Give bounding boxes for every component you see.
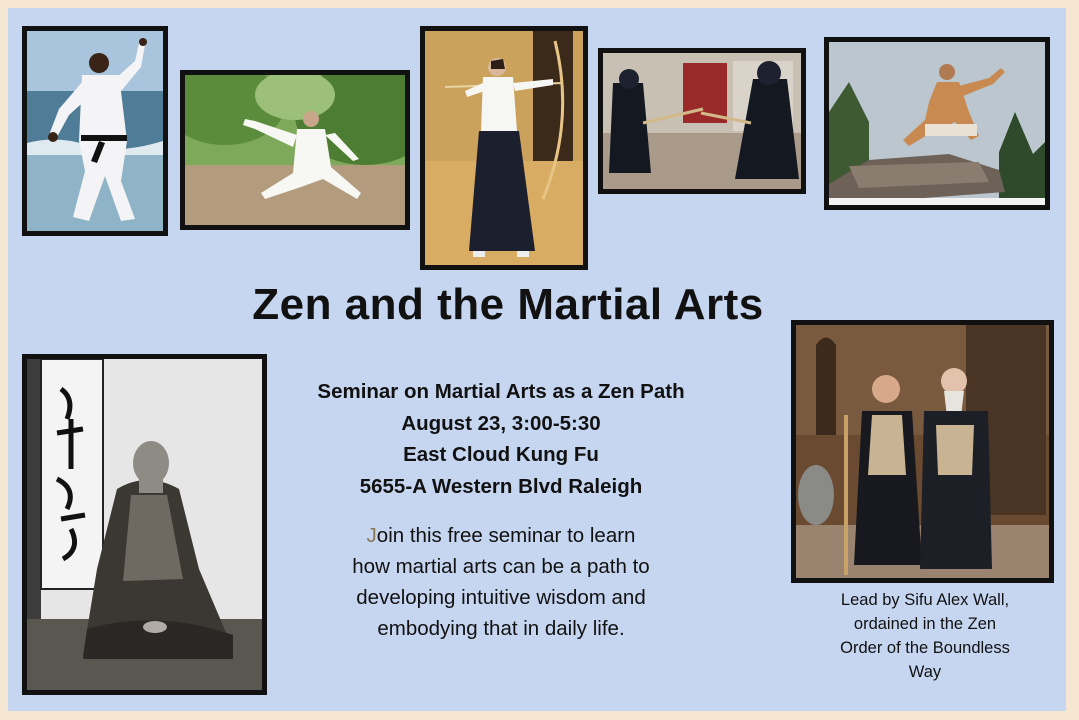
kung-fu-rock-photo [824,37,1050,210]
seminar-date-time: August 23, 3:00-5:30 [401,411,601,435]
description-line-2: how martial arts can be a path to [352,555,650,578]
caption-line-1: Lead by Sifu Alex Wall, [840,591,1010,609]
sifu-alex-wall-photo [791,320,1054,583]
caption-line-3: Order of the Boundless [840,639,1010,657]
poster-title: Zen and the Martial Arts [252,280,764,329]
tai-chi-photo [180,70,410,230]
venue-name: East Cloud Kung Fu [403,443,599,466]
instructor-caption [790,588,1060,684]
seminar-details [266,376,736,502]
description-line-4: embodying that in daily life. [377,617,625,640]
description-first-letter: J [366,524,377,547]
description-line-3: developing intuitive wisdom and [356,586,646,609]
seminar-name: Seminar on Martial Arts as a Zen Path [317,380,685,403]
event-poster [8,8,1066,711]
venue-address: 5655-A Western Blvd Raleigh [359,474,643,498]
caption-line-4: Way [908,663,942,681]
zen-master-photo [22,354,267,695]
description-line-1-text: oin this free seminar to learn [376,524,636,547]
kendo-photo [598,48,806,194]
description-line-1 [301,520,701,551]
karate-beach-photo [22,26,168,236]
caption-line-2: ordained in the Zen [853,615,997,633]
kyudo-archery-photo [420,26,588,270]
seminar-description [301,520,701,644]
